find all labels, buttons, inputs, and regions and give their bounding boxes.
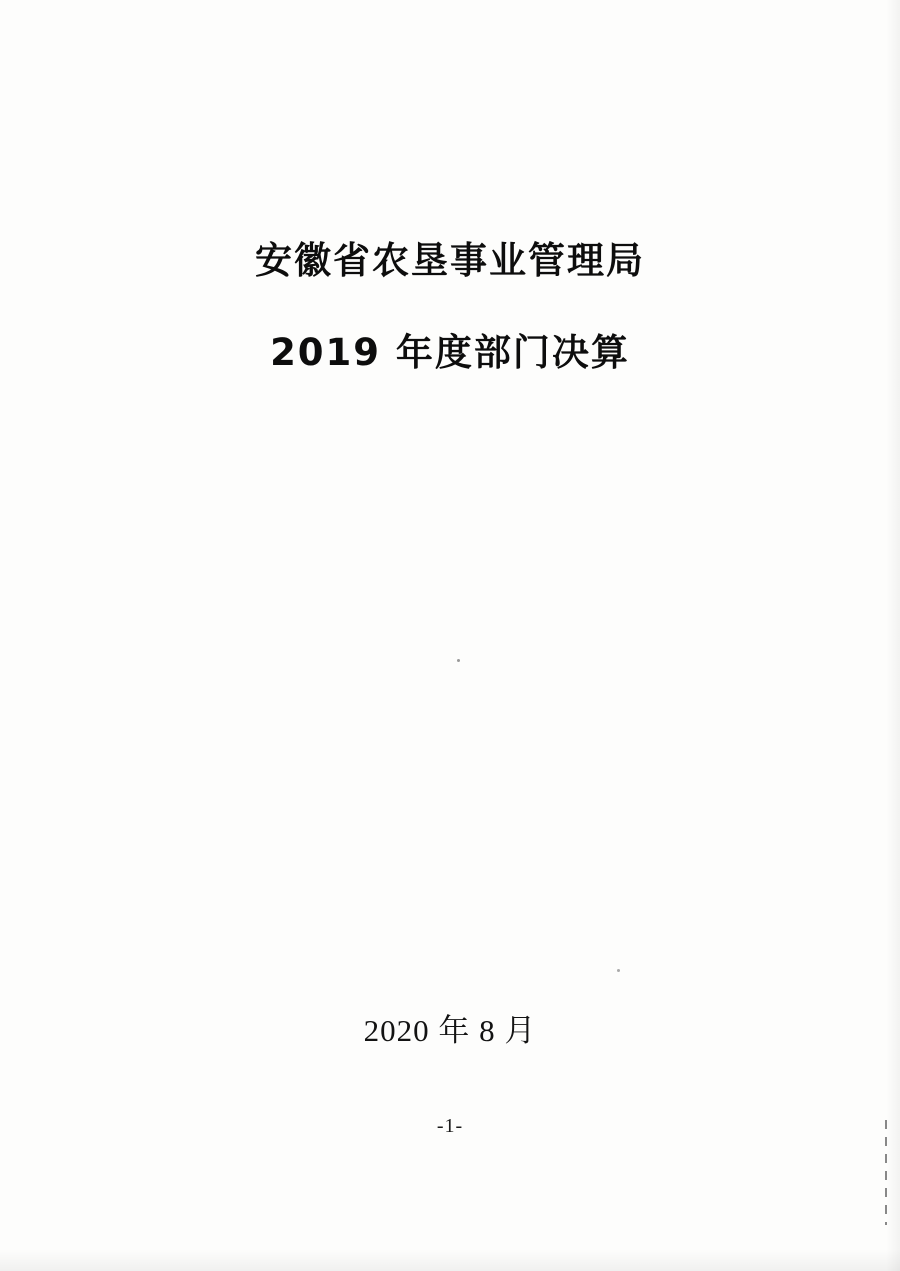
scan-speck: [457, 659, 460, 662]
document-date: 2020 年 8 月: [363, 1013, 537, 1048]
date-block: [0, 1005, 900, 1050]
scan-speck-secondary: [617, 969, 620, 972]
page-number: -1-: [436, 1115, 464, 1137]
page-title: 安徽省农垦事业管理局: [255, 239, 645, 282]
page-footer: [0, 1115, 900, 1138]
scan-shadow-right: [886, 0, 900, 1271]
scan-shadow-bottom: [0, 1249, 900, 1271]
page-subtitle: 2019 年度部门决算: [270, 331, 630, 375]
title-block: [0, 238, 900, 377]
